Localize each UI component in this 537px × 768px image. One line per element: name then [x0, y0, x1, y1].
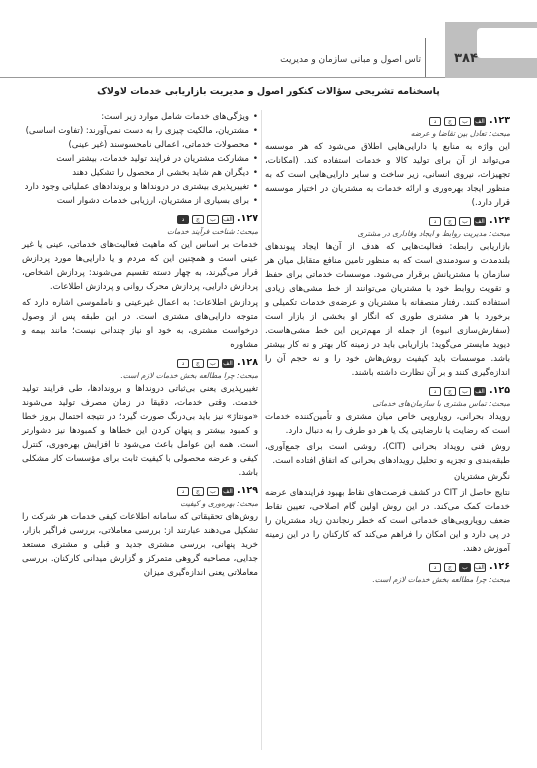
question-block	[265, 384, 510, 556]
answer-option-box: الف	[475, 217, 485, 225]
list-item: • مشارکت مشتریان در فرایند تولید خدمات، بیشتر است	[22, 152, 258, 166]
answer-paragraph: خدمات بر اساس این که ماهیت فعالیت‌های خدماتی، عینی یا غیر عینی است و همچنین این که مردم و یا دارایی‌ها مورد پردازش قرار می‌گیرند، به چهار دسته تقسیم می‌شوند: پردازش اشخاص، پردازش دارایی، پردازش محرک روانی و پردازش اطلاعات.	[22, 240, 258, 292]
question-block	[265, 114, 510, 210]
question-header	[22, 356, 258, 370]
answer-paragraph: بازاریابی رابطه: فعالیت‌هایی که هدف از آن‌ها ایجاد پیوندهای بلندمدت و سودمندی است که به منظور تامین منافع متقابل میان هر سازمان با مشتریانش برقرار می‌شود. موسسات خدماتی برای حفظ و تقویت روابط خود با مشتریان می‌توانند از خط مشی‌های زیادی استفاده کنند. رفتار منصفانه با مشتریان و عرضه‌ی خدمات تکمیلی و برخورد با هر مشتری طوری که انگار او بخشی از بازار است (سفارش‌سازی انبوه) از جمله از مهم‌ترین این خط مشی‌هاست. دیوید مایستر می‌گوید: بازاریابی باید در زمینه کار بهتر و نه کار بیشتر باشد. موسسات باید کیفیت روش‌هاش خود را و نه حجم آن را اندازه‌گیری کنند و بر آن نظارت داشته باشند.	[265, 242, 510, 378]
question-number: ۱۲۴.	[488, 215, 510, 226]
answer-option-box: د	[177, 215, 189, 224]
question-topic: مبحث: بهره‌وری و کیفیت	[180, 499, 258, 508]
question-topic: مبحث: تعادل بین تقاضا و عرضه	[410, 129, 510, 138]
answer-option-box: الف	[475, 117, 485, 125]
answer-option-box: الف	[223, 215, 233, 223]
answer-option-box: ب	[459, 563, 471, 572]
question-header	[265, 560, 510, 574]
page-number: ۳۸۴	[454, 51, 478, 66]
answer-option-box: ب	[459, 387, 471, 396]
question-header	[265, 384, 510, 398]
answer-paragraph: این واژه به منابع یا دارایی‌هایی اطلاق می‌شود که هر موسسه می‌تواند از آن برای تولید کالا و خدمات استفاده کند. (امکانات، تجهیزات، نیروی انسانی، زیر ساخت و سایر دارایی‌هایی است که به منظور ایجاد بهره‌وری و ارائه خدمات به مشتریان در اختیار موسسه قرار دارد.)	[265, 142, 510, 208]
header-rule	[0, 77, 445, 78]
answer-option-box: د	[177, 487, 189, 496]
answer-option-box: الف	[223, 487, 233, 495]
answer-option-box: ج	[192, 487, 204, 496]
question-number: ۱۲۸.	[236, 357, 258, 368]
list-item: • دیگران هم شاید بخشی از محصول را تشکیل دهند	[22, 166, 258, 180]
question-number: ۱۲۹.	[236, 485, 258, 496]
question-block	[265, 214, 510, 380]
question-topic: مبحث: چرا مطالعه بخش خدمات لازم است.	[120, 371, 258, 380]
question-number: ۱۲۶.	[488, 561, 510, 572]
answer-option-box: ب	[207, 215, 219, 224]
header-tab-box	[477, 28, 537, 58]
answer-option-box: الف	[475, 563, 485, 571]
page-header	[0, 0, 537, 78]
question-header	[22, 484, 258, 498]
answer-option-box: ب	[459, 217, 471, 226]
answer-option-box: ب	[207, 487, 219, 496]
list-item: • تغییرپذیری بیشتری در درونداها و بروندادهای عملیاتی وجود دارد	[22, 180, 258, 194]
question-block	[22, 212, 258, 352]
feature-list	[22, 110, 258, 208]
book-title: تاس اصول و مبانی سازمان و مدیریت	[280, 55, 421, 65]
answer-option-box: ج	[192, 359, 204, 368]
answer-paragraph: پردازش اطلاعات: به اعمال غیرعینی و ناملموسی اشاره دارد که متوجه دارایی‌های مشتری است. در این طبقه پس از وصول درخواست مشتری، به خود او نیاز چندانی نیست؛ مانند بیمه و مشاوره	[22, 298, 258, 350]
list-item: • محصولات خدماتی، اعمالی نامحسوسند (غیر عینی)	[22, 138, 258, 152]
question-header	[265, 114, 510, 128]
answer-option-box: د	[177, 359, 189, 368]
question-header	[265, 214, 510, 228]
answer-option-box: ج	[444, 387, 456, 396]
answer-option-box: د	[429, 387, 441, 396]
answer-option-box: ج	[444, 117, 456, 126]
answer-option-box: ج	[192, 215, 204, 224]
answer-option-box: الف	[223, 359, 233, 367]
answer-option-box: ج	[444, 217, 456, 226]
answer-paragraph: نتایج حاصل از CIT در کشف فرصت‌های نقاط بهبود فرایندهای عرضه خدمات کمک می‌کند. در این روش اولین گام اصلاحی، تعیین نقاط ضعف رویارویی‌های خدماتی است که خطر رنجاندن زیاد مشتریان را در پی دارد و این امکان را فراهم می‌کند که کارکنان را در این زمینه آموزش دهند.	[265, 488, 510, 554]
answer-paragraph: تغییرپذیری یعنی بی‌ثباتی درونداها و بروندادها، طی فرایند تولید خدمت. وقتی خدمات، دقیقا در زمان مصرف تولید می‌شوند «مونتاژ» نیز باید بی‌درنگ صورت گیرد؛ در نتیجه احتمال بروز خطا و کمبود بیشتر و پنهان کردن این خطاها و کمبودها نیز دشوارتر است. همه این عوامل باعث می‌شود تا افزایش بهره‌وری، کنترل کیفی و عرضه محصولی با کیفیت ثابت برای مؤسسات کار مشکلی باشد.	[22, 384, 258, 478]
left-column	[22, 110, 258, 582]
answer-paragraph: رویداد بحرانی، رویارویی خاص میان مشتری و تأمین‌کننده خدمات است که رضایت یا نارضایتی یک یا هر دو طرف را به دنبال دارد.	[265, 412, 510, 436]
answer-option-box: د	[429, 563, 441, 572]
question-header	[22, 212, 258, 226]
question-block	[22, 356, 258, 480]
question-number: ۱۲۳.	[488, 115, 510, 126]
answer-option-box: الف	[475, 387, 485, 395]
header-divider	[425, 38, 426, 78]
question-block	[22, 484, 258, 580]
section-title: پاسخنامه تشریحی سؤالات کنکور اصول و مدیریت بازاریابی خدمات لاولاک	[97, 86, 440, 97]
question-topic: مبحث: شناخت فرآیند خدمات	[166, 227, 258, 236]
answer-option-box: ب	[207, 359, 219, 368]
answer-option-box: د	[429, 217, 441, 226]
question-topic: مبحث: مدیریت روابط و ایجاد وفاداری در مشتری	[357, 229, 510, 238]
question-number: ۱۲۵.	[488, 385, 510, 396]
right-column	[265, 110, 510, 586]
answer-option-box: ج	[444, 563, 456, 572]
question-topic: مبحث: تماس مشتری با سازمان‌های خدماتی	[372, 399, 510, 408]
answer-paragraph: روش‌های تحقیقاتی که سامانه اطلاعات کیفی خدمات هر شرکت را تشکیل می‌دهند عبارتند از: بررسی معاملاتی، بررسی فراگیر بازار، خرید پنهانی، بررسی مشتری جدید و قبلی و مشتری مستعد جدایی، مصاحبه گروهی متمرکز و گزارش میدانی کارکنان. بررسی معاملاتی یعنی اندازه‌گیری میزان	[22, 512, 258, 578]
answer-option-box: د	[429, 117, 441, 126]
answer-option-box: ب	[459, 117, 471, 126]
list-item: • برای بسیاری از مشتریان، ارزیابی خدمات دشوار است	[22, 194, 258, 208]
question-block	[265, 560, 510, 585]
column-separator	[261, 110, 262, 750]
answer-paragraph: روش فنی رویداد بحرانی (CIT)، روشی است برای جمع‌آوری، طبقه‌بندی و تجزیه و تحلیل رویدادهای بحرانی که اتفاق افتاده است.	[265, 442, 510, 466]
question-number: ۱۲۷.	[236, 213, 258, 224]
list-item: • ویژگی‌های خدمات شامل موارد زیر است:	[22, 110, 258, 124]
answer-paragraph: نگرش مشتریان	[453, 472, 510, 482]
question-topic: مبحث: چرا مطالعه بخش خدمات لازم است.	[372, 575, 510, 584]
list-item: • مشتریان، مالکیت چیزی را به دست نمی‌آورند: (تفاوت اساسی)	[22, 124, 258, 138]
